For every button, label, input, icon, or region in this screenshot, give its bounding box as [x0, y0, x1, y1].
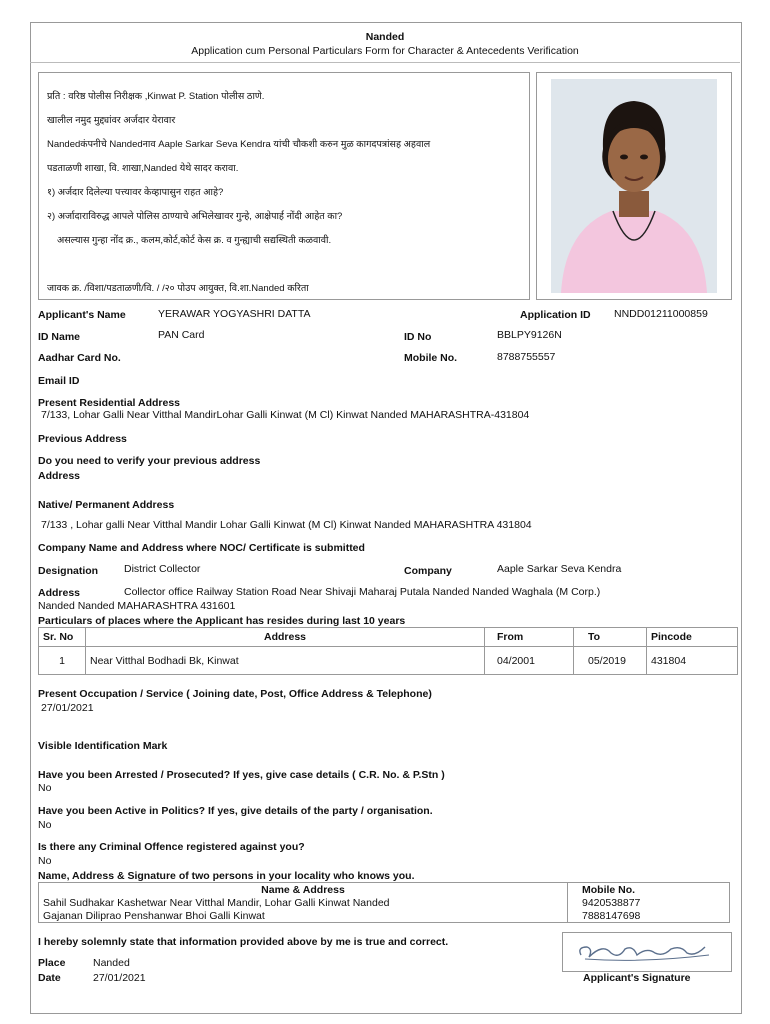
marathi-line-1: प्रति : वरिष्ठ पोलीस निरीक्षक ,Kinwat P. Station पोलीस ठाणे. — [47, 91, 265, 102]
mobile-label: Mobile No. — [404, 352, 458, 364]
col-to: To — [574, 628, 647, 647]
places-table — [38, 627, 738, 675]
place-label: Place — [38, 957, 66, 969]
col-mobile: Mobile No. — [568, 883, 730, 897]
applicant-name-value: YERAWAR YOGYASHRI DATTA — [158, 308, 311, 320]
signature-label: Applicant's Signature — [583, 972, 691, 984]
signature-image — [563, 933, 731, 971]
present-address-value: 7/133, Lohar Galli Near Vitthal MandirLohar Galli Kinwat (M Cl) Kinwat Nanded MAHARASHTRA-431804 — [41, 409, 530, 421]
company-value: Aaple Sarkar Seva Kendra — [497, 563, 622, 575]
table-row — [39, 647, 738, 675]
marathi-instruction-box — [38, 72, 530, 300]
designation-value: District Collector — [124, 563, 201, 575]
designation-label: Designation — [38, 565, 99, 577]
answer-politics: No — [38, 819, 52, 831]
col-address: Address — [86, 628, 485, 647]
company-address-line1: Collector office Railway Station Road Near Shivaji Maharaj Putala Nanded Nanded Waghala (M Corp.) — [124, 586, 601, 598]
ref-name-address: Sahil Sudhakar Kashetwar Near Vitthal Mandir, Lohar Galli Kinwat Nanded — [39, 896, 568, 909]
declaration-text: I hereby solemnly state that information provided above by me is true and correct. — [38, 936, 449, 948]
col-pincode: Pincode — [647, 628, 738, 647]
references-table — [38, 882, 730, 923]
previous-address-label: Previous Address — [38, 433, 127, 445]
table-row — [39, 909, 730, 923]
references-section-label: Name, Address & Signature of two persons in your locality who knows you. — [38, 870, 415, 882]
company-address-label: Address — [38, 587, 81, 599]
id-no-label: ID No — [404, 331, 432, 343]
verify-address-label: Address — [38, 470, 81, 482]
native-address-value: 7/133 , Lohar galli Near Vitthal Mandir Lohar Galli Kinwat (M Cl) Kinwat Nanded MAHARASHTRA 431804 — [41, 519, 532, 531]
answer-criminal: No — [38, 855, 52, 867]
question-criminal: Is there any Criminal Offence registered against you? — [38, 841, 305, 853]
marathi-line-4: पडताळणी शाखा, वि. शाखा,Nanded येथे सादर करावा. — [47, 163, 239, 174]
cell-pincode: 431804 — [647, 647, 738, 675]
form-header — [30, 22, 740, 63]
office-name: Nanded — [365, 31, 405, 43]
col-from: From — [485, 628, 574, 647]
occupation-label: Present Occupation / Service ( Joining date, Post, Office Address & Telephone) — [38, 688, 432, 700]
ref-mobile: 9420538877 — [568, 896, 730, 909]
applicant-name-label: Applicant's Name — [38, 309, 126, 321]
verify-previous-label: Do you need to verify your previous address — [38, 455, 261, 467]
signature-box — [562, 932, 732, 972]
mobile-value: 8788755557 — [497, 351, 556, 363]
application-id-label: Application ID — [520, 309, 591, 321]
email-label: Email ID — [38, 375, 80, 387]
photo-portrait — [551, 79, 717, 293]
marathi-line-7: असल्यास गुन्हा नोंद क्र., कलम,कोर्ट,कोर्ट केस क्र. व गुन्ह्याची सद्यस्थिती कळवावी. — [57, 235, 332, 246]
marathi-line-5: १) अर्जदार दिलेल्या पत्त्यावर केव्हापासुन राहत आहे? — [47, 187, 224, 198]
question-arrested: Have you been Arrested / Prosecuted? If yes, give case details ( C.R. No. & P.Stn ) — [38, 769, 445, 781]
marathi-line-8: जावक क्र. /विशा/पडताळणी/वि. / /२० पोउप आयुक्त, वि.शा.Nanded करिता — [47, 283, 309, 294]
application-id-value: NNDD01211000859 — [614, 308, 708, 320]
marathi-line-3: Nandedकंपनीचे Nandedनाव Aaple Sarkar Seva Kendra यांची चौकशी करुन मुळ कागदपत्रांसह अहवाल — [47, 139, 431, 150]
cell-from: 04/2001 — [485, 647, 574, 675]
marathi-line-2: खालील नमुद मुद्द्यांवर अर्जदार येरावार — [47, 115, 176, 126]
date-value: 27/01/2021 — [93, 972, 146, 984]
id-no-value: BBLPY9126N — [497, 329, 562, 341]
ref-name-address: Gajanan Diliprao Penshanwar Bhoi Galli Kinwat — [39, 909, 568, 923]
col-sr-no: Sr. No — [39, 628, 86, 647]
company-section-label: Company Name and Address where NOC/ Certificate is submitted — [38, 542, 365, 554]
places-header-row — [39, 628, 738, 647]
place-value: Nanded — [93, 957, 130, 969]
marathi-line-6: २) अर्जादाराविरुद्ध आपले पोलिस ठाण्याचे अभिलेखावर गुन्हे, आक्षेपार्ह नोंदी आहेत का? — [47, 211, 343, 222]
question-politics: Have you been Active in Politics? If yes, give details of the party / organisation. — [38, 805, 433, 817]
ref-mobile: 7888147698 — [568, 909, 730, 923]
cell-sr-no: 1 — [39, 647, 86, 675]
aadhar-label: Aadhar Card No. — [38, 352, 121, 364]
id-name-value: PAN Card — [158, 329, 205, 341]
date-label: Date — [38, 972, 61, 984]
table-row — [39, 896, 730, 909]
applicant-photo — [536, 72, 732, 300]
company-label: Company — [404, 565, 452, 577]
native-address-label: Native/ Permanent Address — [38, 499, 175, 511]
places-section-label: Particulars of places where the Applicant has resides during last 10 years — [38, 615, 406, 627]
form-title: Application cum Personal Particulars Form for Character & Antecedents Verification — [191, 45, 579, 57]
id-name-label: ID Name — [38, 331, 81, 343]
references-header-row — [39, 883, 730, 897]
col-name-address: Name & Address — [39, 883, 568, 897]
visible-mark-label: Visible Identification Mark — [38, 740, 168, 752]
cell-address: Near Vitthal Bodhadi Bk, Kinwat — [86, 647, 485, 675]
cell-to: 05/2019 — [574, 647, 647, 675]
company-address-line2: Nanded Nanded MAHARASHTRA 431601 — [38, 600, 236, 612]
answer-arrested: No — [38, 782, 52, 794]
occupation-value: 27/01/2021 — [41, 702, 94, 714]
present-address-label: Present Residential Address — [38, 397, 180, 409]
